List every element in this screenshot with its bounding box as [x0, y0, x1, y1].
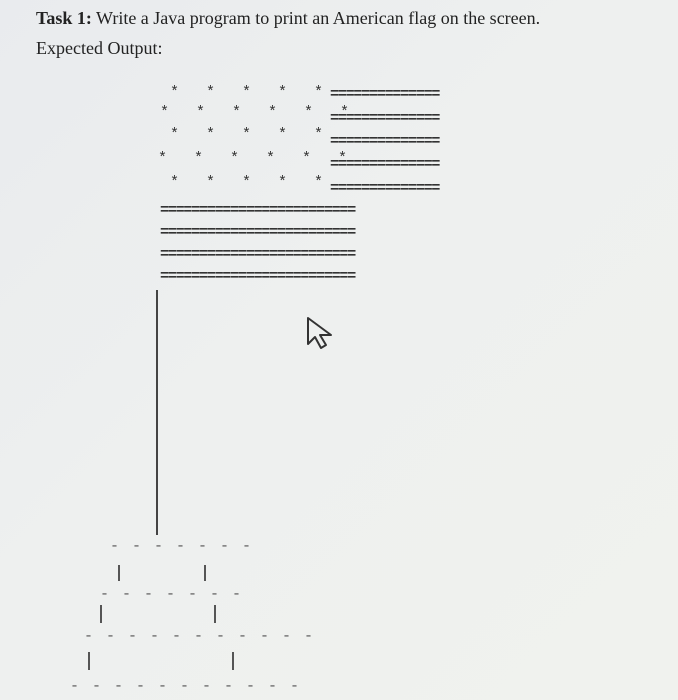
short-stripe-3: ==============	[330, 133, 440, 150]
star-row-4: * * * * * *	[158, 150, 348, 167]
task-label: Task 1:	[36, 8, 92, 28]
expected-output-label: Expected Output:	[36, 38, 163, 58]
base-bar-left-2	[100, 605, 102, 623]
base-dash-row-4: - - - - - - - - - - -	[70, 678, 302, 695]
base-bar-left-1	[118, 565, 120, 581]
cursor-arrow-icon	[302, 314, 342, 354]
star-row-5: * * * * *	[170, 174, 324, 191]
short-stripe-2: ==============	[330, 110, 440, 127]
star-row-3: * * * * *	[170, 126, 324, 143]
long-stripe-1: =========================	[160, 202, 356, 219]
base-bar-left-3	[88, 652, 90, 670]
base-dash-row-3: - - - - - - - - - - -	[84, 628, 316, 645]
short-stripe-1: ==============	[330, 86, 440, 103]
base-dash-row-1: - - - - - - -	[110, 538, 254, 555]
base-bar-right-2	[214, 605, 216, 623]
short-stripe-5: ==============	[330, 180, 440, 197]
task-heading	[36, 8, 540, 29]
long-stripe-4: =========================	[160, 268, 356, 285]
star-row-2: * * * * * *	[160, 104, 350, 121]
base-dash-row-2: - - - - - - -	[100, 586, 244, 603]
long-stripe-2: =========================	[160, 224, 356, 241]
base-bar-right-3	[232, 652, 234, 670]
task-text: Write a Java program to print an American flag on the screen.	[91, 8, 541, 28]
base-bar-right-1	[204, 565, 206, 581]
star-row-1: * * * * *	[170, 84, 324, 101]
long-stripe-3: =========================	[160, 246, 356, 263]
short-stripe-4: ==============	[330, 156, 440, 173]
flag-pole	[156, 290, 158, 535]
